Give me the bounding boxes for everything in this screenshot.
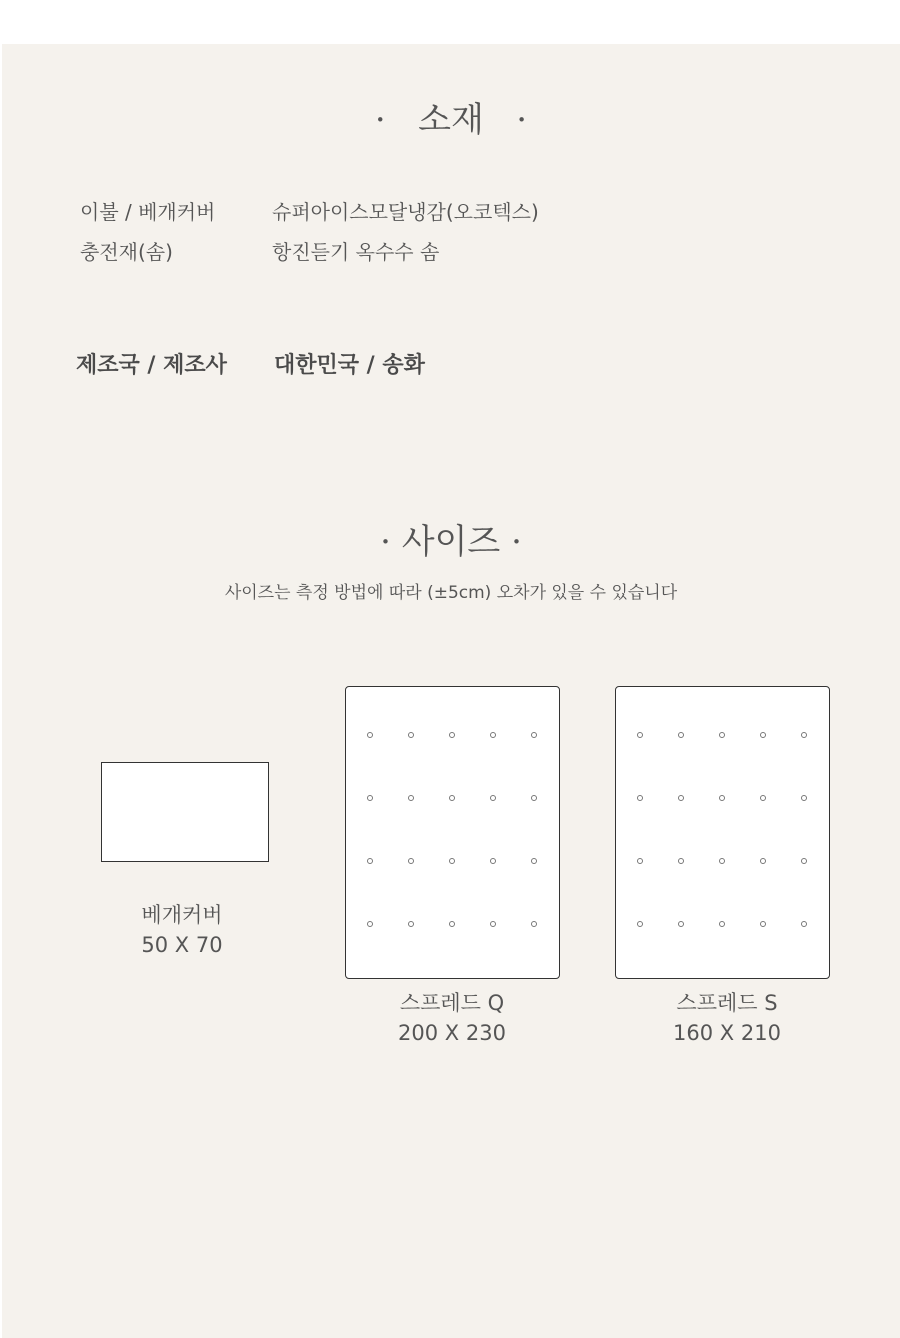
origin-value: 대한민국 / 송화 — [274, 353, 425, 378]
material-value: 항진듣기 옥수수 솜 — [272, 240, 440, 264]
quilt-dot — [719, 732, 725, 738]
quilt-dot — [637, 732, 643, 738]
quilt-dot — [449, 795, 455, 801]
quilt-dot — [367, 921, 373, 927]
item-name: 스프레드 Q — [399, 991, 505, 1015]
quilt-dot — [637, 858, 643, 864]
quilt-dot — [531, 921, 537, 927]
quilt-dot — [760, 795, 766, 801]
item-dimensions: 160 X 210 — [673, 1021, 781, 1045]
product-info-panel — [2, 44, 900, 1338]
quilt-dot — [367, 858, 373, 864]
quilt-dot — [449, 732, 455, 738]
quilt-dot — [719, 921, 725, 927]
quilt-dot — [678, 858, 684, 864]
pillow-cover-diagram — [101, 762, 269, 862]
quilt-dot — [531, 858, 537, 864]
quilt-dot — [801, 858, 807, 864]
material-section-title: · 소재 · — [374, 100, 528, 140]
item-dimensions: 200 X 230 — [398, 1021, 506, 1045]
quilt-dot — [408, 921, 414, 927]
quilt-dot — [760, 732, 766, 738]
quilt-dot — [367, 795, 373, 801]
material-label: 이불 / 베개커버 — [80, 200, 216, 224]
quilt-dot — [637, 921, 643, 927]
quilt-dot — [449, 858, 455, 864]
quilt-dot — [531, 795, 537, 801]
quilt-dot — [719, 795, 725, 801]
spread-s-caption — [622, 988, 832, 1048]
quilt-dot — [678, 921, 684, 927]
quilt-dot — [490, 732, 496, 738]
quilt-dot — [719, 858, 725, 864]
quilt-dot — [531, 732, 537, 738]
quilt-dot — [490, 795, 496, 801]
origin-label: 제조국 / 제조사 — [76, 353, 227, 378]
material-value: 슈퍼아이스모달냉감(오코텍스) — [272, 200, 539, 224]
quilt-dot — [760, 921, 766, 927]
quilt-dot — [760, 858, 766, 864]
item-name: 베개커버 — [141, 903, 223, 927]
quilt-dot — [408, 795, 414, 801]
spread-q-diagram — [345, 686, 560, 979]
quilt-dot — [408, 858, 414, 864]
item-name: 스프레드 S — [676, 991, 778, 1015]
quilt-dot — [367, 732, 373, 738]
quilt-dot — [801, 732, 807, 738]
quilt-dot — [678, 795, 684, 801]
item-dimensions: 50 X 70 — [141, 933, 223, 957]
pillow-cover-caption — [82, 900, 282, 960]
quilt-dot — [678, 732, 684, 738]
quilt-dot — [637, 795, 643, 801]
quilt-dot — [801, 795, 807, 801]
quilt-dot — [490, 858, 496, 864]
spread-s-diagram — [615, 686, 830, 979]
quilt-dot — [408, 732, 414, 738]
quilt-dot — [449, 921, 455, 927]
size-tolerance-note: 사이즈는 측정 방법에 따라 (±5cm) 오차가 있을 수 있습니다 — [224, 583, 678, 603]
material-label: 충전재(솜) — [80, 240, 173, 264]
quilt-dot — [801, 921, 807, 927]
size-section-title: · 사이즈 · — [380, 522, 522, 562]
quilt-dot — [490, 921, 496, 927]
spread-q-caption — [347, 988, 557, 1048]
